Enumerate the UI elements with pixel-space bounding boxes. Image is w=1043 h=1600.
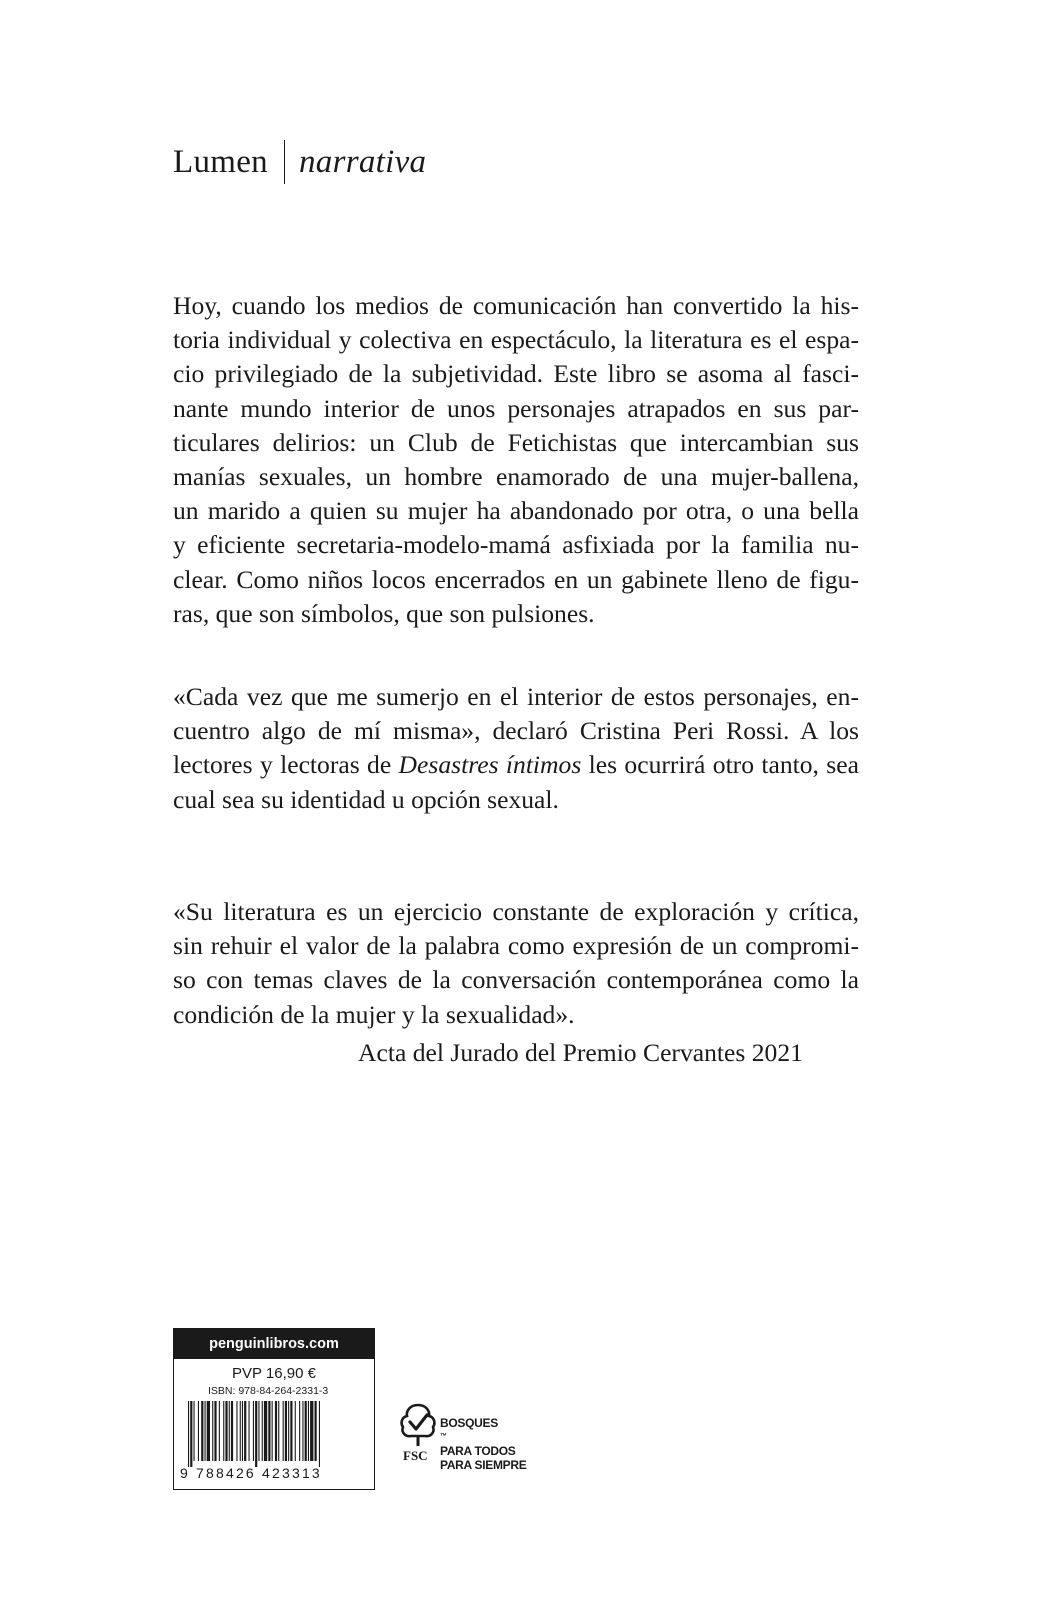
blurb-line: clear. Como niños locos encerrados en un gabinete lleno de figu- — [173, 564, 859, 594]
jury-quote — [173, 895, 859, 1032]
barcode-bar — [288, 1401, 289, 1461]
fsc-slogan-line — [440, 1416, 526, 1444]
blurb-line: Hoy, cuando los medios de comunicación han convertido la his- — [173, 291, 859, 320]
quote-line: so con temas claves de la conversación contemporánea como la — [173, 965, 859, 995]
blurb-line: cio privilegiado de la subjetividad. Este libro se asoma al fasci- — [173, 359, 859, 389]
barcode-bar — [283, 1401, 284, 1461]
barcode-bar — [190, 1401, 192, 1467]
series-name: narrativa — [298, 143, 427, 180]
barcode-bar — [262, 1401, 263, 1461]
barcode-digits — [180, 1465, 370, 1481]
barcode-bar — [319, 1401, 320, 1467]
blurb-line: nante mundo interior de unos personajes atrapados en sus par- — [173, 393, 859, 423]
barcode-bar — [258, 1401, 259, 1461]
blurb-paragraph-1 — [173, 289, 859, 631]
fsc-slogan-line: PARA TODOS — [440, 1444, 516, 1458]
barcode-bar — [299, 1401, 300, 1461]
barcode-bar — [240, 1401, 241, 1461]
barcode-bar — [253, 1401, 254, 1461]
barcode-bar — [229, 1401, 230, 1461]
barcode-digit-groups: 788426 423313 — [196, 1465, 322, 1481]
blurb-line: ras, que son símbolos, que son pulsiones. — [173, 598, 595, 628]
barcode-bar — [255, 1401, 257, 1467]
barcode-bar — [290, 1401, 292, 1461]
barcode-bar — [212, 1401, 213, 1461]
blurb-line: cuentro algo de mí misma», declaró Cristina Peri Rossi. A los — [173, 716, 859, 746]
barcode-bar — [278, 1401, 279, 1461]
imprint-divider — [284, 140, 285, 184]
barcode-bar — [188, 1401, 189, 1467]
barcode-bar — [242, 1401, 243, 1461]
barcode-bar — [295, 1401, 296, 1461]
fsc-label: FSC — [403, 1448, 428, 1463]
barcode-bar — [315, 1401, 317, 1461]
barcode-bar — [201, 1401, 203, 1461]
barcode-bar — [264, 1401, 267, 1461]
barcode-bar — [310, 1401, 313, 1461]
barcode-bar — [268, 1401, 270, 1461]
barcode-bar — [194, 1401, 195, 1461]
barcode-bar — [223, 1401, 224, 1461]
fsc-slogan-text: BOSQUES — [440, 1416, 498, 1430]
quote-attribution: Acta del Jurado del Premio Cervantes 2021 — [358, 1038, 803, 1067]
isbn: ISBN: 978-84-264-2331-3 — [208, 1385, 329, 1397]
barcode-bar — [272, 1401, 273, 1461]
barcode-bar — [214, 1401, 216, 1461]
barcode-bar — [205, 1401, 206, 1461]
fsc-slogan — [440, 1416, 526, 1472]
blurb-line: cual sea su identidad u opción sexual. — [173, 784, 559, 814]
barcode-bar — [244, 1401, 246, 1461]
barcode-bar — [305, 1401, 307, 1461]
blurb-text: les ocurrirá otro tanto, sea — [581, 750, 859, 780]
barcode-bar — [249, 1401, 250, 1461]
tree-check-icon — [398, 1402, 438, 1448]
imprint-logo — [173, 140, 426, 184]
blurb-line — [173, 748, 859, 782]
barcode-bar — [231, 1401, 233, 1461]
blurb-line: «Cada vez que me sumerjo en el interior de estos personajes, en- — [173, 682, 859, 711]
blurb-line: toria individual y colectiva en espectáculo, la literatura es el espa- — [173, 325, 859, 355]
barcode-bar — [198, 1401, 199, 1461]
blurb-line: y eficiente secretaria-modelo-mamá asfixiada por la familia nu- — [173, 530, 859, 560]
barcode-digit-first: 9 — [180, 1465, 190, 1481]
barcode-bar — [285, 1401, 287, 1461]
barcode-bar — [275, 1401, 277, 1461]
blurb-paragraph-2 — [173, 680, 859, 817]
barcode-bar — [219, 1401, 220, 1461]
quote-line: «Su literatura es un ejercicio constante de exploración y crítica, — [173, 897, 859, 926]
fsc-logo — [398, 1402, 543, 1472]
website-url: penguinlibros.com — [174, 1329, 374, 1359]
barcode-bar — [308, 1401, 309, 1461]
publisher-name: Lumen — [173, 143, 268, 180]
price: PVP 16,90 € — [232, 1365, 316, 1382]
quote-line: sin rehuir el valor de la palabra como expresión de un compromi- — [173, 931, 859, 961]
blurb-line: un marido a quien su mujer ha abandonado por otra, o una bella — [173, 496, 859, 526]
trademark-symbol: ™ — [440, 1433, 447, 1440]
quote-line: condición de la mujer y la sexualidad». — [173, 999, 575, 1029]
barcode-bar — [236, 1401, 237, 1461]
book-title: Desastres íntimos — [398, 750, 582, 780]
blurb-text: lectores y lectoras de — [173, 750, 399, 780]
barcode-label — [173, 1328, 375, 1490]
blurb-line: ticulares delirios: un Club de Fetichistas que intercambian sus — [173, 427, 859, 457]
blurb-line: manías sexuales, un hombre enamorado de una mujer-ballena, — [173, 462, 859, 492]
barcode-bar — [225, 1401, 227, 1461]
barcode-bars — [188, 1401, 362, 1467]
fsc-slogan-line: PARA SIEMPRE — [440, 1458, 527, 1472]
barcode-bar — [207, 1401, 210, 1461]
barcode-bar — [302, 1401, 303, 1461]
